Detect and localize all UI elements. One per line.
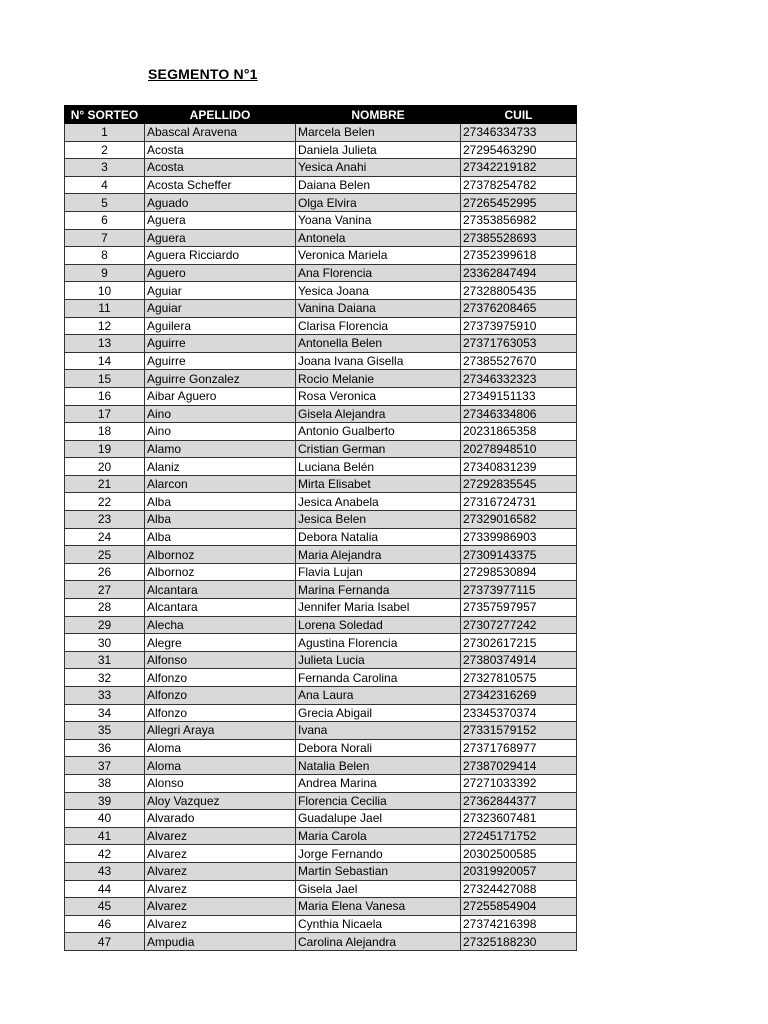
table-row xyxy=(65,405,577,423)
apellido-cell: Alvarez xyxy=(145,862,296,880)
table-row xyxy=(65,634,577,652)
nombre-cell: Gisela Alejandra xyxy=(296,405,461,423)
sorteo-number-cell: 36 xyxy=(65,739,145,757)
table-row xyxy=(65,546,577,564)
cuil-cell: 23345370374 xyxy=(461,704,577,722)
cuil-cell: 27385527670 xyxy=(461,352,577,370)
sorteo-number-cell: 7 xyxy=(65,229,145,247)
table-row xyxy=(65,511,577,529)
cuil-cell: 27353856982 xyxy=(461,211,577,229)
table-body xyxy=(65,124,577,951)
table-row xyxy=(65,757,577,775)
nombre-cell: Jesica Belen xyxy=(296,511,461,529)
table-row xyxy=(65,211,577,229)
apellido-cell: Alegre xyxy=(145,634,296,652)
nombre-cell: Maria Alejandra xyxy=(296,546,461,564)
nombre-cell: Natalia Belen xyxy=(296,757,461,775)
sorteo-number-cell: 12 xyxy=(65,317,145,335)
table-row xyxy=(65,264,577,282)
cuil-cell: 27373975910 xyxy=(461,317,577,335)
apellido-cell: Aguera Ricciardo xyxy=(145,247,296,265)
apellido-cell: Alvarez xyxy=(145,845,296,863)
apellido-cell: Alarcon xyxy=(145,475,296,493)
table-row xyxy=(65,176,577,194)
sorteo-number-cell: 25 xyxy=(65,546,145,564)
nombre-cell: Antonella Belen xyxy=(296,335,461,353)
cuil-cell: 27371763053 xyxy=(461,335,577,353)
nombre-cell: Ana Laura xyxy=(296,687,461,705)
apellido-cell: Aguiar xyxy=(145,299,296,317)
nombre-cell: Flavia Lujan xyxy=(296,563,461,581)
table-row xyxy=(65,651,577,669)
nombre-cell: Guadalupe Jael xyxy=(296,810,461,828)
cuil-cell: 27309143375 xyxy=(461,546,577,564)
sorteo-number-cell: 40 xyxy=(65,810,145,828)
sorteo-number-cell: 13 xyxy=(65,335,145,353)
nombre-cell: Rocio Melanie xyxy=(296,370,461,388)
apellido-cell: Albornoz xyxy=(145,563,296,581)
cuil-cell: 27292835545 xyxy=(461,475,577,493)
apellido-cell: Aguilera xyxy=(145,317,296,335)
sorteo-number-cell: 2 xyxy=(65,141,145,159)
cuil-cell: 27298530894 xyxy=(461,563,577,581)
nombre-cell: Jennifer Maria Isabel xyxy=(296,599,461,617)
apellido-cell: Alvarez xyxy=(145,827,296,845)
sorteo-number-cell: 44 xyxy=(65,880,145,898)
sorteo-number-cell: 32 xyxy=(65,669,145,687)
column-header-sorteo: N° SORTEO xyxy=(65,106,145,124)
apellido-cell: Alfonzo xyxy=(145,669,296,687)
sorteo-number-cell: 21 xyxy=(65,475,145,493)
apellido-cell: Alba xyxy=(145,493,296,511)
sorteo-number-cell: 8 xyxy=(65,247,145,265)
sorteo-number-cell: 10 xyxy=(65,282,145,300)
apellido-cell: Alvarez xyxy=(145,898,296,916)
nombre-cell: Yesica Joana xyxy=(296,282,461,300)
nombre-cell: Marcela Belen xyxy=(296,124,461,142)
cuil-cell: 20231865358 xyxy=(461,423,577,441)
page-title: SEGMENTO N°1 xyxy=(148,66,258,82)
apellido-cell: Alamo xyxy=(145,440,296,458)
nombre-cell: Julieta Lucia xyxy=(296,651,461,669)
cuil-cell: 27255854904 xyxy=(461,898,577,916)
sorteo-number-cell: 6 xyxy=(65,211,145,229)
column-header-nombre: NOMBRE xyxy=(296,106,461,124)
cuil-cell: 27245171752 xyxy=(461,827,577,845)
nombre-cell: Luciana Belén xyxy=(296,458,461,476)
nombre-cell: Martin Sebastian xyxy=(296,862,461,880)
cuil-cell: 27340831239 xyxy=(461,458,577,476)
table-row xyxy=(65,528,577,546)
table-row xyxy=(65,739,577,757)
cuil-cell: 27362844377 xyxy=(461,792,577,810)
table-row xyxy=(65,581,577,599)
table-row xyxy=(65,247,577,265)
nombre-cell: Grecia Abigail xyxy=(296,704,461,722)
cuil-cell: 27385528693 xyxy=(461,229,577,247)
cuil-cell: 27342316269 xyxy=(461,687,577,705)
nombre-cell: Veronica Mariela xyxy=(296,247,461,265)
table-row xyxy=(65,792,577,810)
apellido-cell: Acosta Scheffer xyxy=(145,176,296,194)
table-row xyxy=(65,616,577,634)
cuil-cell: 27387029414 xyxy=(461,757,577,775)
nombre-cell: Carolina Alejandra xyxy=(296,933,461,951)
sorteo-number-cell: 15 xyxy=(65,370,145,388)
sorteo-number-cell: 1 xyxy=(65,124,145,142)
table-row xyxy=(65,440,577,458)
sorteo-number-cell: 39 xyxy=(65,792,145,810)
apellido-cell: Allegri Araya xyxy=(145,722,296,740)
apellido-cell: Aino xyxy=(145,423,296,441)
cuil-cell: 27349151133 xyxy=(461,387,577,405)
sorteo-number-cell: 17 xyxy=(65,405,145,423)
nombre-cell: Jorge Fernando xyxy=(296,845,461,863)
nombre-cell: Jesica Anabela xyxy=(296,493,461,511)
nombre-cell: Florencia Cecilia xyxy=(296,792,461,810)
apellido-cell: Alaniz xyxy=(145,458,296,476)
nombre-cell: Marina Fernanda xyxy=(296,581,461,599)
sorteo-number-cell: 42 xyxy=(65,845,145,863)
table-row xyxy=(65,810,577,828)
nombre-cell: Maria Elena Vanesa xyxy=(296,898,461,916)
cuil-cell: 27352399618 xyxy=(461,247,577,265)
apellido-cell: Aloy Vazquez xyxy=(145,792,296,810)
sorteo-number-cell: 47 xyxy=(65,933,145,951)
nombre-cell: Cristian German xyxy=(296,440,461,458)
cuil-cell: 27328805435 xyxy=(461,282,577,300)
sorteo-number-cell: 27 xyxy=(65,581,145,599)
cuil-cell: 27329016582 xyxy=(461,511,577,529)
apellido-cell: Alcantara xyxy=(145,581,296,599)
cuil-cell: 27327810575 xyxy=(461,669,577,687)
sorteo-number-cell: 14 xyxy=(65,352,145,370)
cuil-cell: 20319920057 xyxy=(461,862,577,880)
cuil-cell: 27378254782 xyxy=(461,176,577,194)
cuil-cell: 27307277242 xyxy=(461,616,577,634)
table-row xyxy=(65,722,577,740)
cuil-cell: 27346332323 xyxy=(461,370,577,388)
cuil-cell: 27324427088 xyxy=(461,880,577,898)
sorteo-number-cell: 9 xyxy=(65,264,145,282)
table-row xyxy=(65,124,577,142)
sorteo-number-cell: 43 xyxy=(65,862,145,880)
cuil-cell: 27373977115 xyxy=(461,581,577,599)
table-row xyxy=(65,370,577,388)
apellido-cell: Alcantara xyxy=(145,599,296,617)
sorteo-number-cell: 26 xyxy=(65,563,145,581)
table-row xyxy=(65,387,577,405)
header-row xyxy=(65,106,577,124)
sorteo-number-cell: 37 xyxy=(65,757,145,775)
nombre-cell: Antonela xyxy=(296,229,461,247)
cuil-cell: 27374216398 xyxy=(461,915,577,933)
apellido-cell: Aguiar xyxy=(145,282,296,300)
sorteo-number-cell: 18 xyxy=(65,423,145,441)
table-row xyxy=(65,880,577,898)
nombre-cell: Lorena Soledad xyxy=(296,616,461,634)
table-row xyxy=(65,933,577,951)
cuil-cell: 23362847494 xyxy=(461,264,577,282)
apellido-cell: Alvarez xyxy=(145,915,296,933)
apellido-cell: Aguirre xyxy=(145,335,296,353)
cuil-cell: 27346334733 xyxy=(461,124,577,142)
cuil-cell: 27376208465 xyxy=(461,299,577,317)
cuil-cell: 27316724731 xyxy=(461,493,577,511)
nombre-cell: Ana Florencia xyxy=(296,264,461,282)
nombre-cell: Debora Norali xyxy=(296,739,461,757)
cuil-cell: 27323607481 xyxy=(461,810,577,828)
cuil-cell: 27331579152 xyxy=(461,722,577,740)
table-row xyxy=(65,599,577,617)
nombre-cell: Rosa Veronica xyxy=(296,387,461,405)
column-header-cuil: CUIL xyxy=(461,106,577,124)
nombre-cell: Ivana xyxy=(296,722,461,740)
apellido-cell: Aloma xyxy=(145,739,296,757)
sorteo-number-cell: 31 xyxy=(65,651,145,669)
cuil-cell: 20278948510 xyxy=(461,440,577,458)
table-row xyxy=(65,493,577,511)
apellido-cell: Acosta xyxy=(145,141,296,159)
nombre-cell: Vanina Daiana xyxy=(296,299,461,317)
apellido-cell: Aino xyxy=(145,405,296,423)
nombre-cell: Mirta Elisabet xyxy=(296,475,461,493)
apellido-cell: Aguero xyxy=(145,264,296,282)
sorteo-number-cell: 4 xyxy=(65,176,145,194)
table-row xyxy=(65,335,577,353)
apellido-cell: Aibar Aguero xyxy=(145,387,296,405)
table-row xyxy=(65,827,577,845)
table-row xyxy=(65,475,577,493)
table-row xyxy=(65,898,577,916)
table-row xyxy=(65,141,577,159)
table-row xyxy=(65,687,577,705)
apellido-cell: Alfonzo xyxy=(145,704,296,722)
nombre-cell: Agustina Florencia xyxy=(296,634,461,652)
cuil-cell: 27325188230 xyxy=(461,933,577,951)
cuil-cell: 27265452995 xyxy=(461,194,577,212)
table-row xyxy=(65,299,577,317)
nombre-cell: Yesica Anahi xyxy=(296,159,461,177)
nombre-cell: Cynthia Nicaela xyxy=(296,915,461,933)
cuil-cell: 27271033392 xyxy=(461,774,577,792)
apellido-cell: Alfonzo xyxy=(145,687,296,705)
table-row xyxy=(65,774,577,792)
apellido-cell: Aguirre Gonzalez xyxy=(145,370,296,388)
sorteo-number-cell: 22 xyxy=(65,493,145,511)
apellido-cell: Ampudia xyxy=(145,933,296,951)
cuil-cell: 27346334806 xyxy=(461,405,577,423)
sorteo-number-cell: 34 xyxy=(65,704,145,722)
cuil-cell: 27380374914 xyxy=(461,651,577,669)
table-row xyxy=(65,194,577,212)
sorteo-number-cell: 41 xyxy=(65,827,145,845)
nombre-cell: Clarisa Florencia xyxy=(296,317,461,335)
table-row xyxy=(65,704,577,722)
cuil-cell: 27339986903 xyxy=(461,528,577,546)
table-row xyxy=(65,159,577,177)
apellido-cell: Aguera xyxy=(145,229,296,247)
nombre-cell: Fernanda Carolina xyxy=(296,669,461,687)
nombre-cell: Debora Natalia xyxy=(296,528,461,546)
apellido-cell: Alvarez xyxy=(145,880,296,898)
nombre-cell: Olga Elvira xyxy=(296,194,461,212)
sorteo-number-cell: 3 xyxy=(65,159,145,177)
table-row xyxy=(65,669,577,687)
table-row xyxy=(65,282,577,300)
apellido-cell: Alba xyxy=(145,528,296,546)
cuil-cell: 20302500585 xyxy=(461,845,577,863)
table-row xyxy=(65,423,577,441)
table-row xyxy=(65,915,577,933)
nombre-cell: Daiana Belen xyxy=(296,176,461,194)
sorteo-number-cell: 29 xyxy=(65,616,145,634)
sorteo-number-cell: 24 xyxy=(65,528,145,546)
table-row xyxy=(65,317,577,335)
apellido-cell: Aguado xyxy=(145,194,296,212)
nombre-cell: Maria Carola xyxy=(296,827,461,845)
apellido-cell: Acosta xyxy=(145,159,296,177)
sorteo-number-cell: 11 xyxy=(65,299,145,317)
table-row xyxy=(65,862,577,880)
cuil-cell: 27302617215 xyxy=(461,634,577,652)
sorteo-number-cell: 23 xyxy=(65,511,145,529)
sorteo-number-cell: 19 xyxy=(65,440,145,458)
table-header xyxy=(65,106,577,124)
table-row xyxy=(65,845,577,863)
sorteo-number-cell: 46 xyxy=(65,915,145,933)
apellido-cell: Aloma xyxy=(145,757,296,775)
nombre-cell: Daniela Julieta xyxy=(296,141,461,159)
sorteo-number-cell: 35 xyxy=(65,722,145,740)
apellido-cell: Alvarado xyxy=(145,810,296,828)
apellido-cell: Albornoz xyxy=(145,546,296,564)
table-row xyxy=(65,229,577,247)
apellido-cell: Abascal Aravena xyxy=(145,124,296,142)
apellido-cell: Aguirre xyxy=(145,352,296,370)
sorteo-number-cell: 16 xyxy=(65,387,145,405)
apellido-cell: Alonso xyxy=(145,774,296,792)
column-header-apellido: APELLIDO xyxy=(145,106,296,124)
table-row xyxy=(65,458,577,476)
sorteo-number-cell: 45 xyxy=(65,898,145,916)
apellido-cell: Aguera xyxy=(145,211,296,229)
nombre-cell: Yoana Vanina xyxy=(296,211,461,229)
nombre-cell: Andrea Marina xyxy=(296,774,461,792)
sorteo-number-cell: 5 xyxy=(65,194,145,212)
apellido-cell: Alba xyxy=(145,511,296,529)
nombre-cell: Joana Ivana Gisella xyxy=(296,352,461,370)
table-row xyxy=(65,563,577,581)
nombre-cell: Gisela Jael xyxy=(296,880,461,898)
cuil-cell: 27371768977 xyxy=(461,739,577,757)
sorteo-number-cell: 33 xyxy=(65,687,145,705)
table-row xyxy=(65,352,577,370)
cuil-cell: 27295463290 xyxy=(461,141,577,159)
sorteo-number-cell: 30 xyxy=(65,634,145,652)
apellido-cell: Alecha xyxy=(145,616,296,634)
cuil-cell: 27357597957 xyxy=(461,599,577,617)
sorteo-number-cell: 28 xyxy=(65,599,145,617)
cuil-cell: 27342219182 xyxy=(461,159,577,177)
sorteo-number-cell: 38 xyxy=(65,774,145,792)
nombre-cell: Antonio Gualberto xyxy=(296,423,461,441)
apellido-cell: Alfonso xyxy=(145,651,296,669)
sorteo-number-cell: 20 xyxy=(65,458,145,476)
participants-table xyxy=(64,105,577,951)
